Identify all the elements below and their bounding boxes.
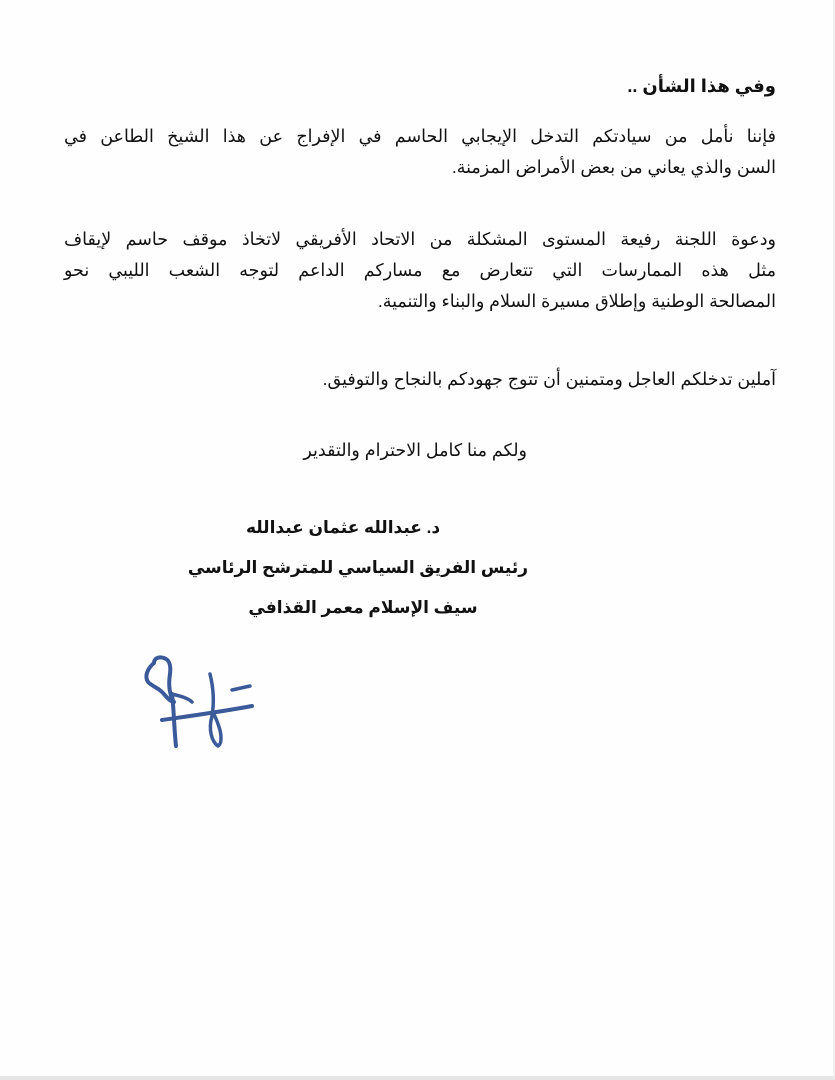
regards-line: ولكم منا كامل الاحترام والتقدير: [303, 440, 527, 460]
handwritten-signature: [140, 650, 260, 750]
signatory-title: رئيس الفريق السياسي للمترشح الرئاسي: [187, 558, 528, 577]
paragraph-release-request: [64, 121, 776, 183]
letter-heading: وفي هذا الشأن ..: [627, 76, 776, 96]
signatory-block: [187, 508, 528, 628]
paragraph-line: فإننا نأمل من سيادتكم التدخل الإيجابي الحاسم في الإفراج عن هذا الشيخ الطاعن في: [64, 126, 776, 146]
paragraph-line: المصالحة الوطنية وإطلاق مسيرة السلام والبناء والتنمية.: [377, 291, 776, 311]
paragraph-line: السن والذي يعاني من بعض الأمراض المزمنة.: [451, 157, 776, 177]
paragraph-line: مثل هذه الممارسات التي تتعارض مع مساركم الداعم لتوجه الشعب الليبي نحو: [64, 260, 776, 280]
paragraph-committee-call: [64, 224, 776, 317]
paragraph-line: ودعوة اللجنة رفيعة المستوى المشكلة من الاتحاد الأفريقي لاتخاذ موقف حاسم لإيقاف: [64, 229, 776, 249]
signatory-candidate: سيف الإسلام معمر القذافي: [248, 598, 478, 617]
signature-stroke-loop: [146, 657, 174, 702]
signatory-name: د. عبدالله عثمان عبدالله: [245, 518, 441, 537]
signature-stroke-dash: [232, 686, 250, 690]
closing-line: آملين تدخلكم العاجل ومتمنين أن تتوج جهودكم بالنجاح والتوفيق.: [322, 369, 776, 389]
